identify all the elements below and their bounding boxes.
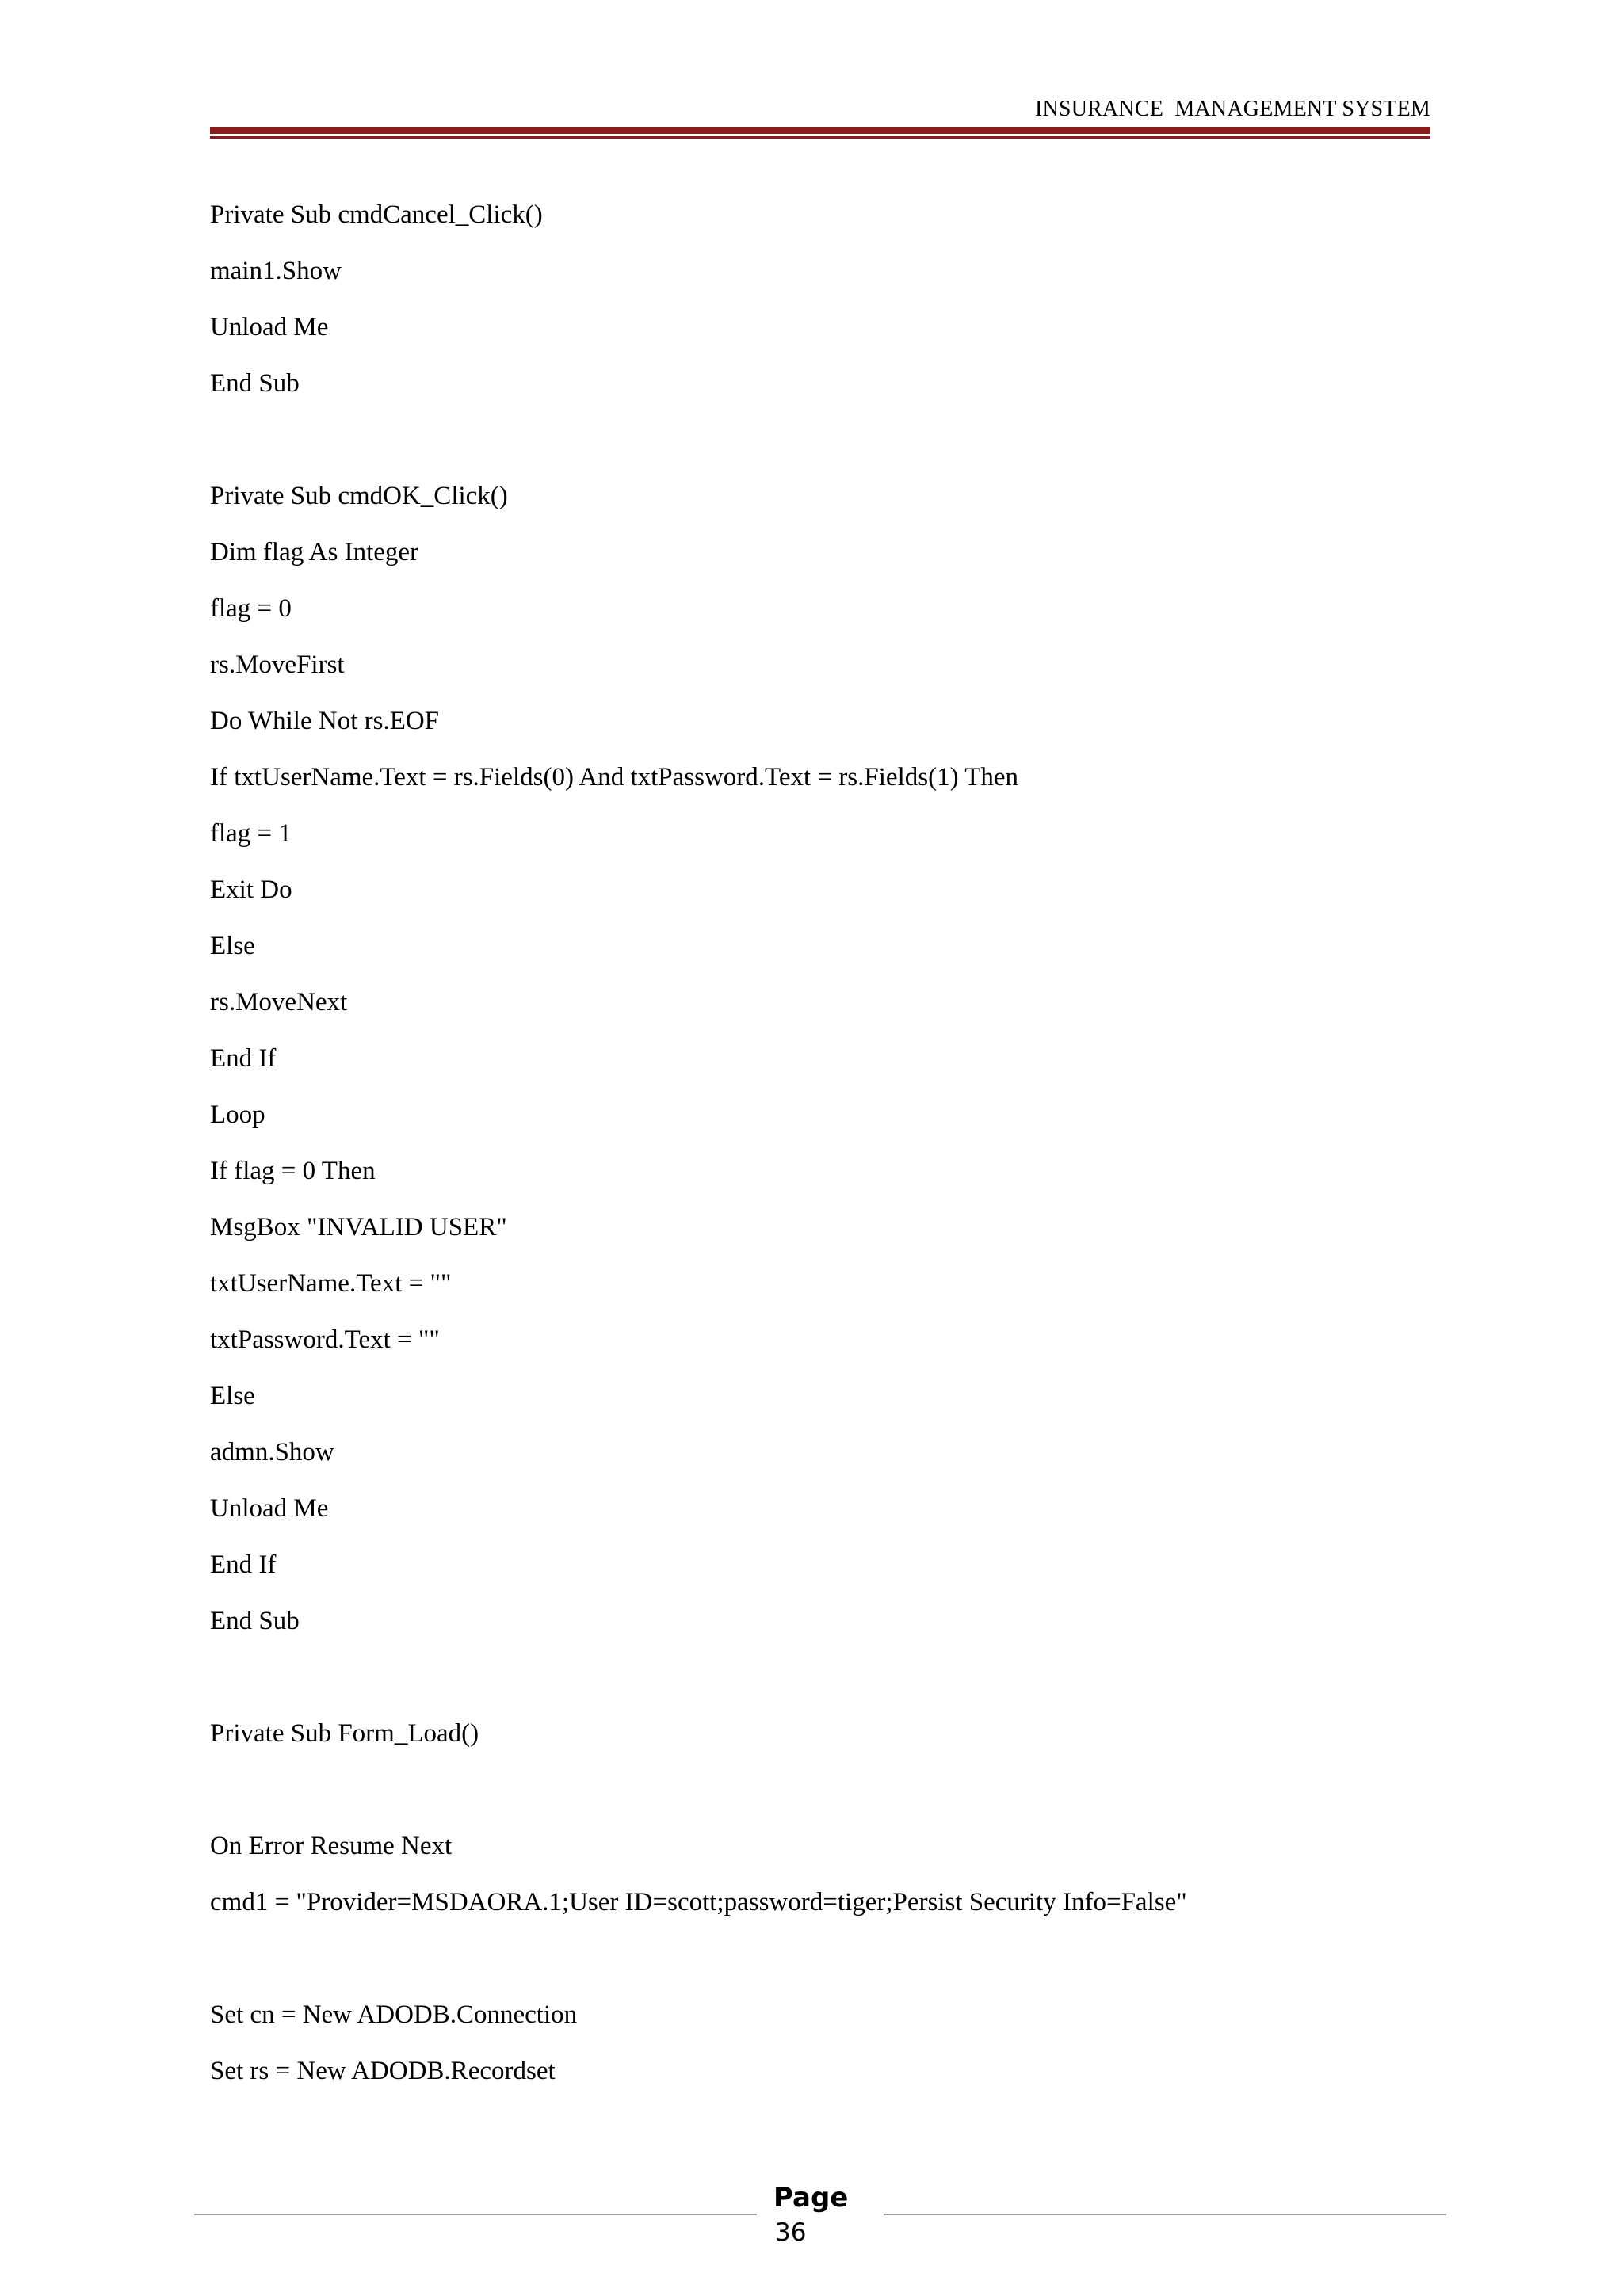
code-listing: [210, 193, 1446, 2106]
code-line: End Sub: [210, 1607, 300, 1635]
blank-line: [210, 1937, 1446, 1993]
code-line: txtUserName.Text = "": [210, 1269, 452, 1298]
code-line: Private Sub cmdCancel_Click(): [210, 200, 543, 229]
code-line: flag = 0: [210, 594, 292, 623]
code-line: Set rs = New ADODB.Recordset: [210, 2057, 556, 2085]
code-line: txtPassword.Text = "": [210, 1325, 440, 1354]
code-line: Set cn = New ADODB.Connection: [210, 2000, 578, 2029]
code-line: Dim flag As Integer: [210, 538, 419, 566]
header-rule-thin: [210, 136, 1430, 139]
blank-line: [210, 418, 1446, 475]
code-line: admn.Show: [210, 1438, 334, 1466]
code-line: Unload Me: [210, 1494, 329, 1523]
blank-line: [210, 1656, 1446, 1712]
code-line: Do While Not rs.EOF: [210, 707, 440, 735]
blank-line: [210, 1768, 1446, 1825]
code-line: rs.MoveFirst: [210, 650, 345, 679]
code-line: End Sub: [210, 369, 300, 398]
code-line: On Error Resume Next: [210, 1832, 453, 1860]
code-line: rs.MoveNext: [210, 988, 348, 1016]
code-line: If txtUserName.Text = rs.Fields(0) And txtPassword.Text = rs.Fields(1) Then: [210, 763, 1019, 791]
footer-rule-left: [194, 2214, 757, 2215]
footer-page-label: Page: [773, 2182, 849, 2214]
code-line: If flag = 0 Then: [210, 1157, 376, 1185]
code-line: Else: [210, 932, 255, 960]
code-line: Unload Me: [210, 313, 329, 341]
footer-rule-right: [884, 2214, 1446, 2215]
code-line: MsgBox "INVALID USER": [210, 1213, 507, 1241]
code-line: flag = 1: [210, 819, 292, 848]
code-line: Else: [210, 1382, 255, 1410]
code-line: End If: [210, 1550, 277, 1579]
footer-page-number: 36: [775, 2218, 807, 2247]
code-line: Private Sub Form_Load(): [210, 1719, 479, 1748]
code-line: Private Sub cmdOK_Click(): [210, 482, 508, 510]
header-title: INSURANCE MANAGEMENT SYSTEM: [1034, 97, 1430, 121]
code-line: cmd1 = "Provider=MSDAORA.1;User ID=scott;password=tiger;Persist Security Info=False": [210, 1888, 1187, 1917]
code-line: main1.Show: [210, 257, 342, 285]
code-line: End If: [210, 1044, 277, 1073]
code-line: Exit Do: [210, 875, 292, 904]
header-rule-thick: [210, 127, 1430, 134]
code-line: Loop: [210, 1100, 265, 1129]
